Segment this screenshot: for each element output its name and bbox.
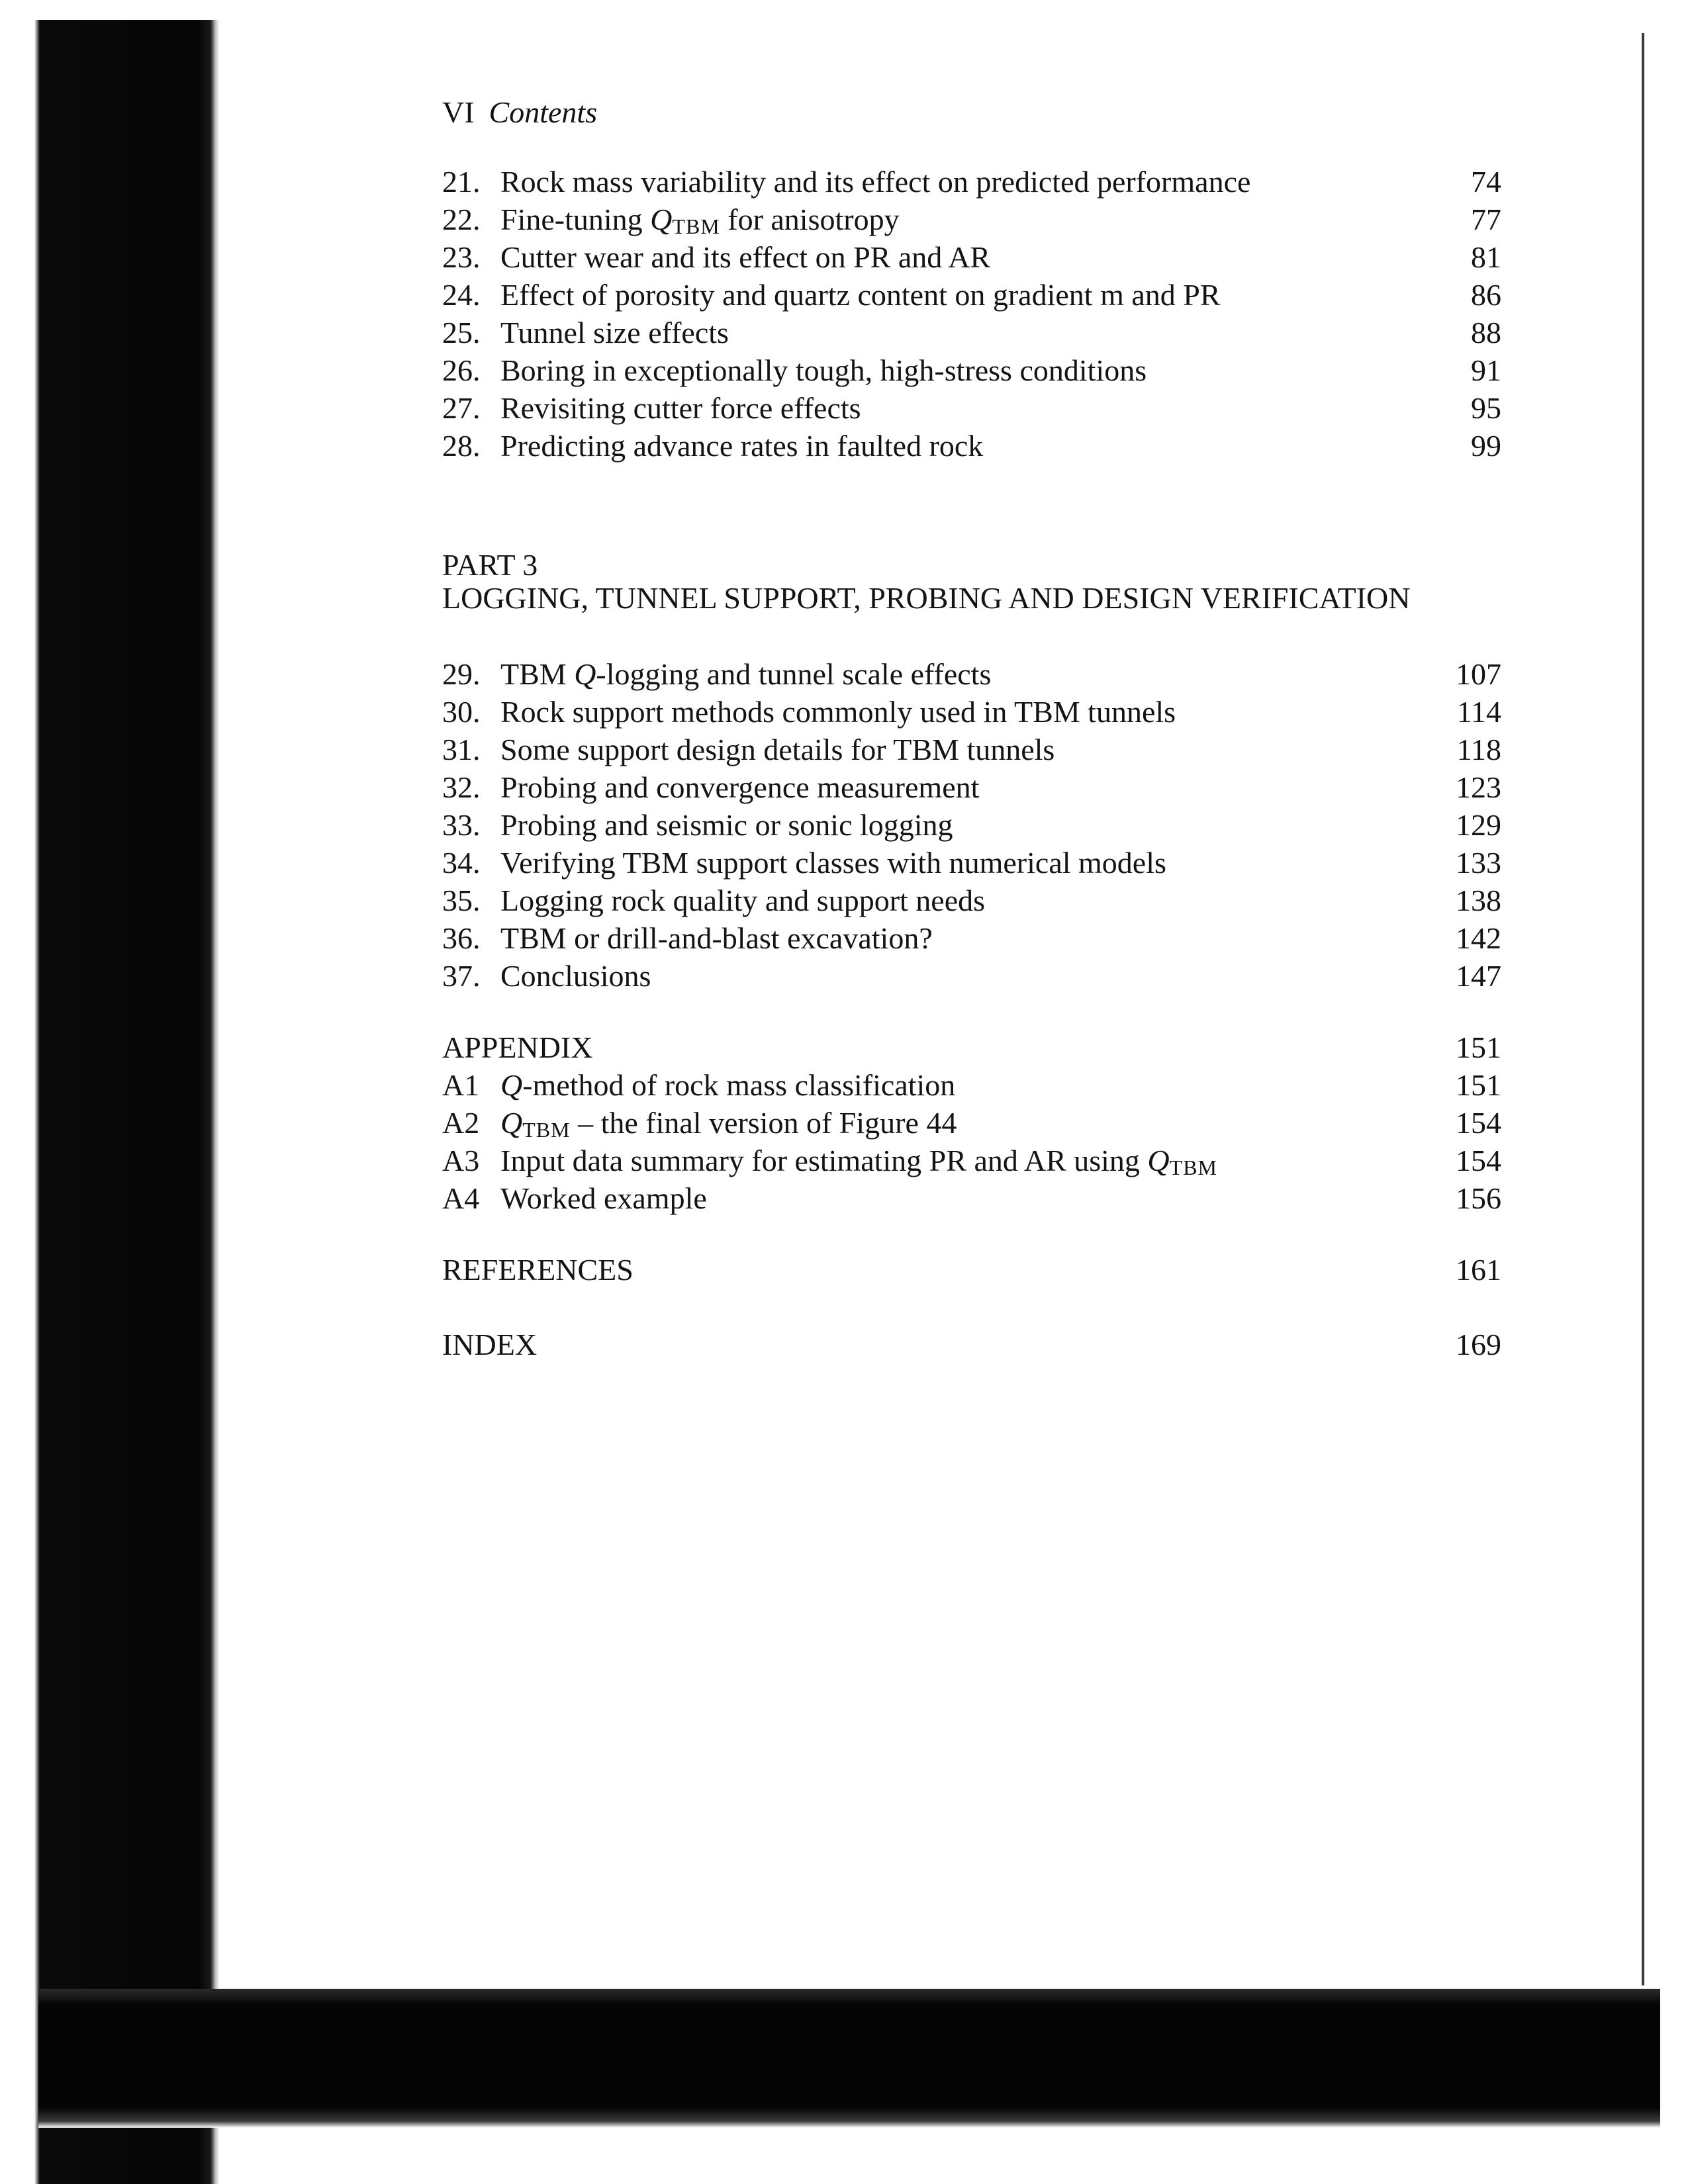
entry-page: 118	[1456, 733, 1501, 766]
toc-entry[interactable]	[442, 1179, 1501, 1217]
toc-entry[interactable]	[442, 276, 1501, 314]
part3-title: LOGGING, TUNNEL SUPPORT, PROBING AND DESIGN VERIFICATION	[442, 581, 1411, 615]
entry-title: Worked example	[500, 1181, 707, 1215]
entry-number: 21.	[442, 165, 481, 199]
entry-title	[500, 655, 991, 693]
entry-page: 138	[1456, 884, 1501, 917]
q-symbol: Q	[500, 1106, 523, 1140]
tbm-subscript: TBM	[522, 1118, 571, 1142]
entry-title: Some support design details for TBM tunnels	[500, 733, 1055, 766]
entry-page: 91	[1471, 353, 1501, 387]
entry-page: 123	[1456, 770, 1501, 804]
title-text: for anisotropy	[720, 203, 900, 236]
entry-title: Probing and convergence measurement	[500, 770, 980, 804]
toc-entry[interactable]	[442, 238, 1501, 276]
toc-entry[interactable]	[442, 806, 1501, 844]
toc-entry[interactable]	[442, 201, 1501, 238]
entry-number: 22.	[442, 203, 481, 236]
appendix-heading[interactable]	[442, 1028, 1501, 1066]
q-symbol: Q	[1147, 1144, 1170, 1177]
entry-number: 32.	[442, 770, 481, 804]
toc-entry[interactable]	[442, 882, 1501, 919]
appendix-label: APPENDIX	[442, 1030, 593, 1064]
toc-entry[interactable]	[442, 351, 1501, 389]
entry-page: 95	[1471, 391, 1501, 425]
entry-title: Logging rock quality and support needs	[500, 884, 986, 917]
references-page: 161	[1456, 1253, 1501, 1287]
entry-page: 107	[1456, 657, 1501, 691]
entry-page: 142	[1456, 921, 1501, 955]
running-head	[442, 94, 597, 131]
entry-page: 77	[1471, 203, 1501, 236]
entry-number: 28.	[442, 429, 481, 463]
entry-number: A2	[442, 1106, 480, 1140]
toc-entry[interactable]	[442, 1142, 1501, 1179]
q-symbol: Q	[650, 203, 673, 236]
toc-part2-list	[442, 163, 1501, 465]
entry-number: 31.	[442, 733, 481, 766]
toc-entry[interactable]	[442, 163, 1501, 201]
entry-page: 86	[1471, 278, 1501, 312]
entry-title: Tunnel size effects	[500, 316, 729, 349]
entry-page: 133	[1456, 846, 1501, 880]
entry-number: 24.	[442, 278, 481, 312]
entry-number: 34.	[442, 846, 481, 880]
toc-appendix-list	[442, 1066, 1501, 1217]
entry-number: 37.	[442, 959, 481, 993]
toc-entry[interactable]	[442, 768, 1501, 806]
entry-title: Conclusions	[500, 959, 651, 993]
tbm-subscript: TBM	[672, 214, 720, 238]
entry-page: 154	[1456, 1144, 1501, 1177]
toc-entry[interactable]	[442, 1104, 1501, 1142]
section-title: Contents	[489, 95, 598, 129]
appendix-page: 151	[1456, 1030, 1501, 1064]
entry-title: TBM or drill-and-blast excavation?	[500, 921, 933, 955]
entry-title: Cutter wear and its effect on PR and AR	[500, 240, 991, 274]
index-label: INDEX	[442, 1328, 538, 1361]
toc-entry[interactable]	[442, 655, 1501, 693]
entry-title	[500, 1066, 955, 1104]
entry-title: Probing and seismic or sonic logging	[500, 808, 953, 842]
entry-page: 129	[1456, 808, 1501, 842]
entry-title: Predicting advance rates in faulted rock	[500, 429, 984, 463]
entry-page: 156	[1456, 1181, 1501, 1215]
q-symbol: Q	[500, 1068, 523, 1102]
title-text: TBM	[500, 657, 575, 691]
index-page: 169	[1456, 1328, 1501, 1361]
entry-title: Rock support methods commonly used in TBM tunnels	[500, 695, 1176, 729]
entry-number: 30.	[442, 695, 481, 729]
tbm-subscript: TBM	[1169, 1156, 1217, 1179]
entry-title: Revisiting cutter force effects	[500, 391, 861, 425]
entry-number: 29.	[442, 657, 481, 691]
entry-page: 154	[1456, 1106, 1501, 1140]
references-label: REFERENCES	[442, 1253, 633, 1287]
toc-entry[interactable]	[442, 389, 1501, 427]
entry-page: 147	[1456, 959, 1501, 993]
entry-number: A1	[442, 1068, 480, 1102]
entry-number: 26.	[442, 353, 481, 387]
entry-number: 25.	[442, 316, 481, 349]
entry-number: 27.	[442, 391, 481, 425]
toc-entry[interactable]	[442, 957, 1501, 995]
index-entry[interactable]	[442, 1326, 1501, 1363]
entry-number: 36.	[442, 921, 481, 955]
entry-title: Boring in exceptionally tough, high-stress conditions	[500, 353, 1147, 387]
entry-title: Effect of porosity and quartz content on gradient m and PR	[500, 278, 1221, 312]
entry-number: 35.	[442, 884, 481, 917]
toc-entry[interactable]	[442, 314, 1501, 351]
entry-page: 81	[1471, 240, 1501, 274]
toc-entry[interactable]	[442, 427, 1501, 465]
entry-number: 23.	[442, 240, 481, 274]
title-text: – the final version of Figure 44	[570, 1106, 957, 1140]
entry-title: Rock mass variability and its effect on predicted performance	[500, 165, 1251, 199]
entry-page: 88	[1471, 316, 1501, 349]
entry-number: A4	[442, 1181, 480, 1215]
title-text: -logging and tunnel scale effects	[596, 657, 992, 691]
entry-page: 151	[1456, 1068, 1501, 1102]
entry-page: 74	[1471, 165, 1501, 199]
toc-entry[interactable]	[442, 731, 1501, 768]
title-text: -method of rock mass classification	[522, 1068, 956, 1102]
page-number: VI	[442, 95, 475, 129]
toc-entry[interactable]	[442, 693, 1501, 731]
part3-label: PART 3	[442, 548, 538, 582]
entry-page: 114	[1456, 695, 1501, 729]
entry-title: Verifying TBM support classes with numerical models	[500, 846, 1166, 880]
references-entry[interactable]	[442, 1251, 1501, 1289]
toc-entry[interactable]	[442, 919, 1501, 957]
title-text: Fine-tuning	[500, 203, 651, 236]
title-text: Input data summary for estimating PR and AR using	[500, 1144, 1148, 1177]
toc-entry[interactable]	[442, 844, 1501, 882]
entry-number: A3	[442, 1144, 480, 1177]
toc-entry[interactable]	[442, 1066, 1501, 1104]
q-symbol: Q	[574, 657, 596, 691]
entry-page: 99	[1471, 429, 1501, 463]
entry-number: 33.	[442, 808, 481, 842]
toc-part3-list	[442, 655, 1501, 995]
